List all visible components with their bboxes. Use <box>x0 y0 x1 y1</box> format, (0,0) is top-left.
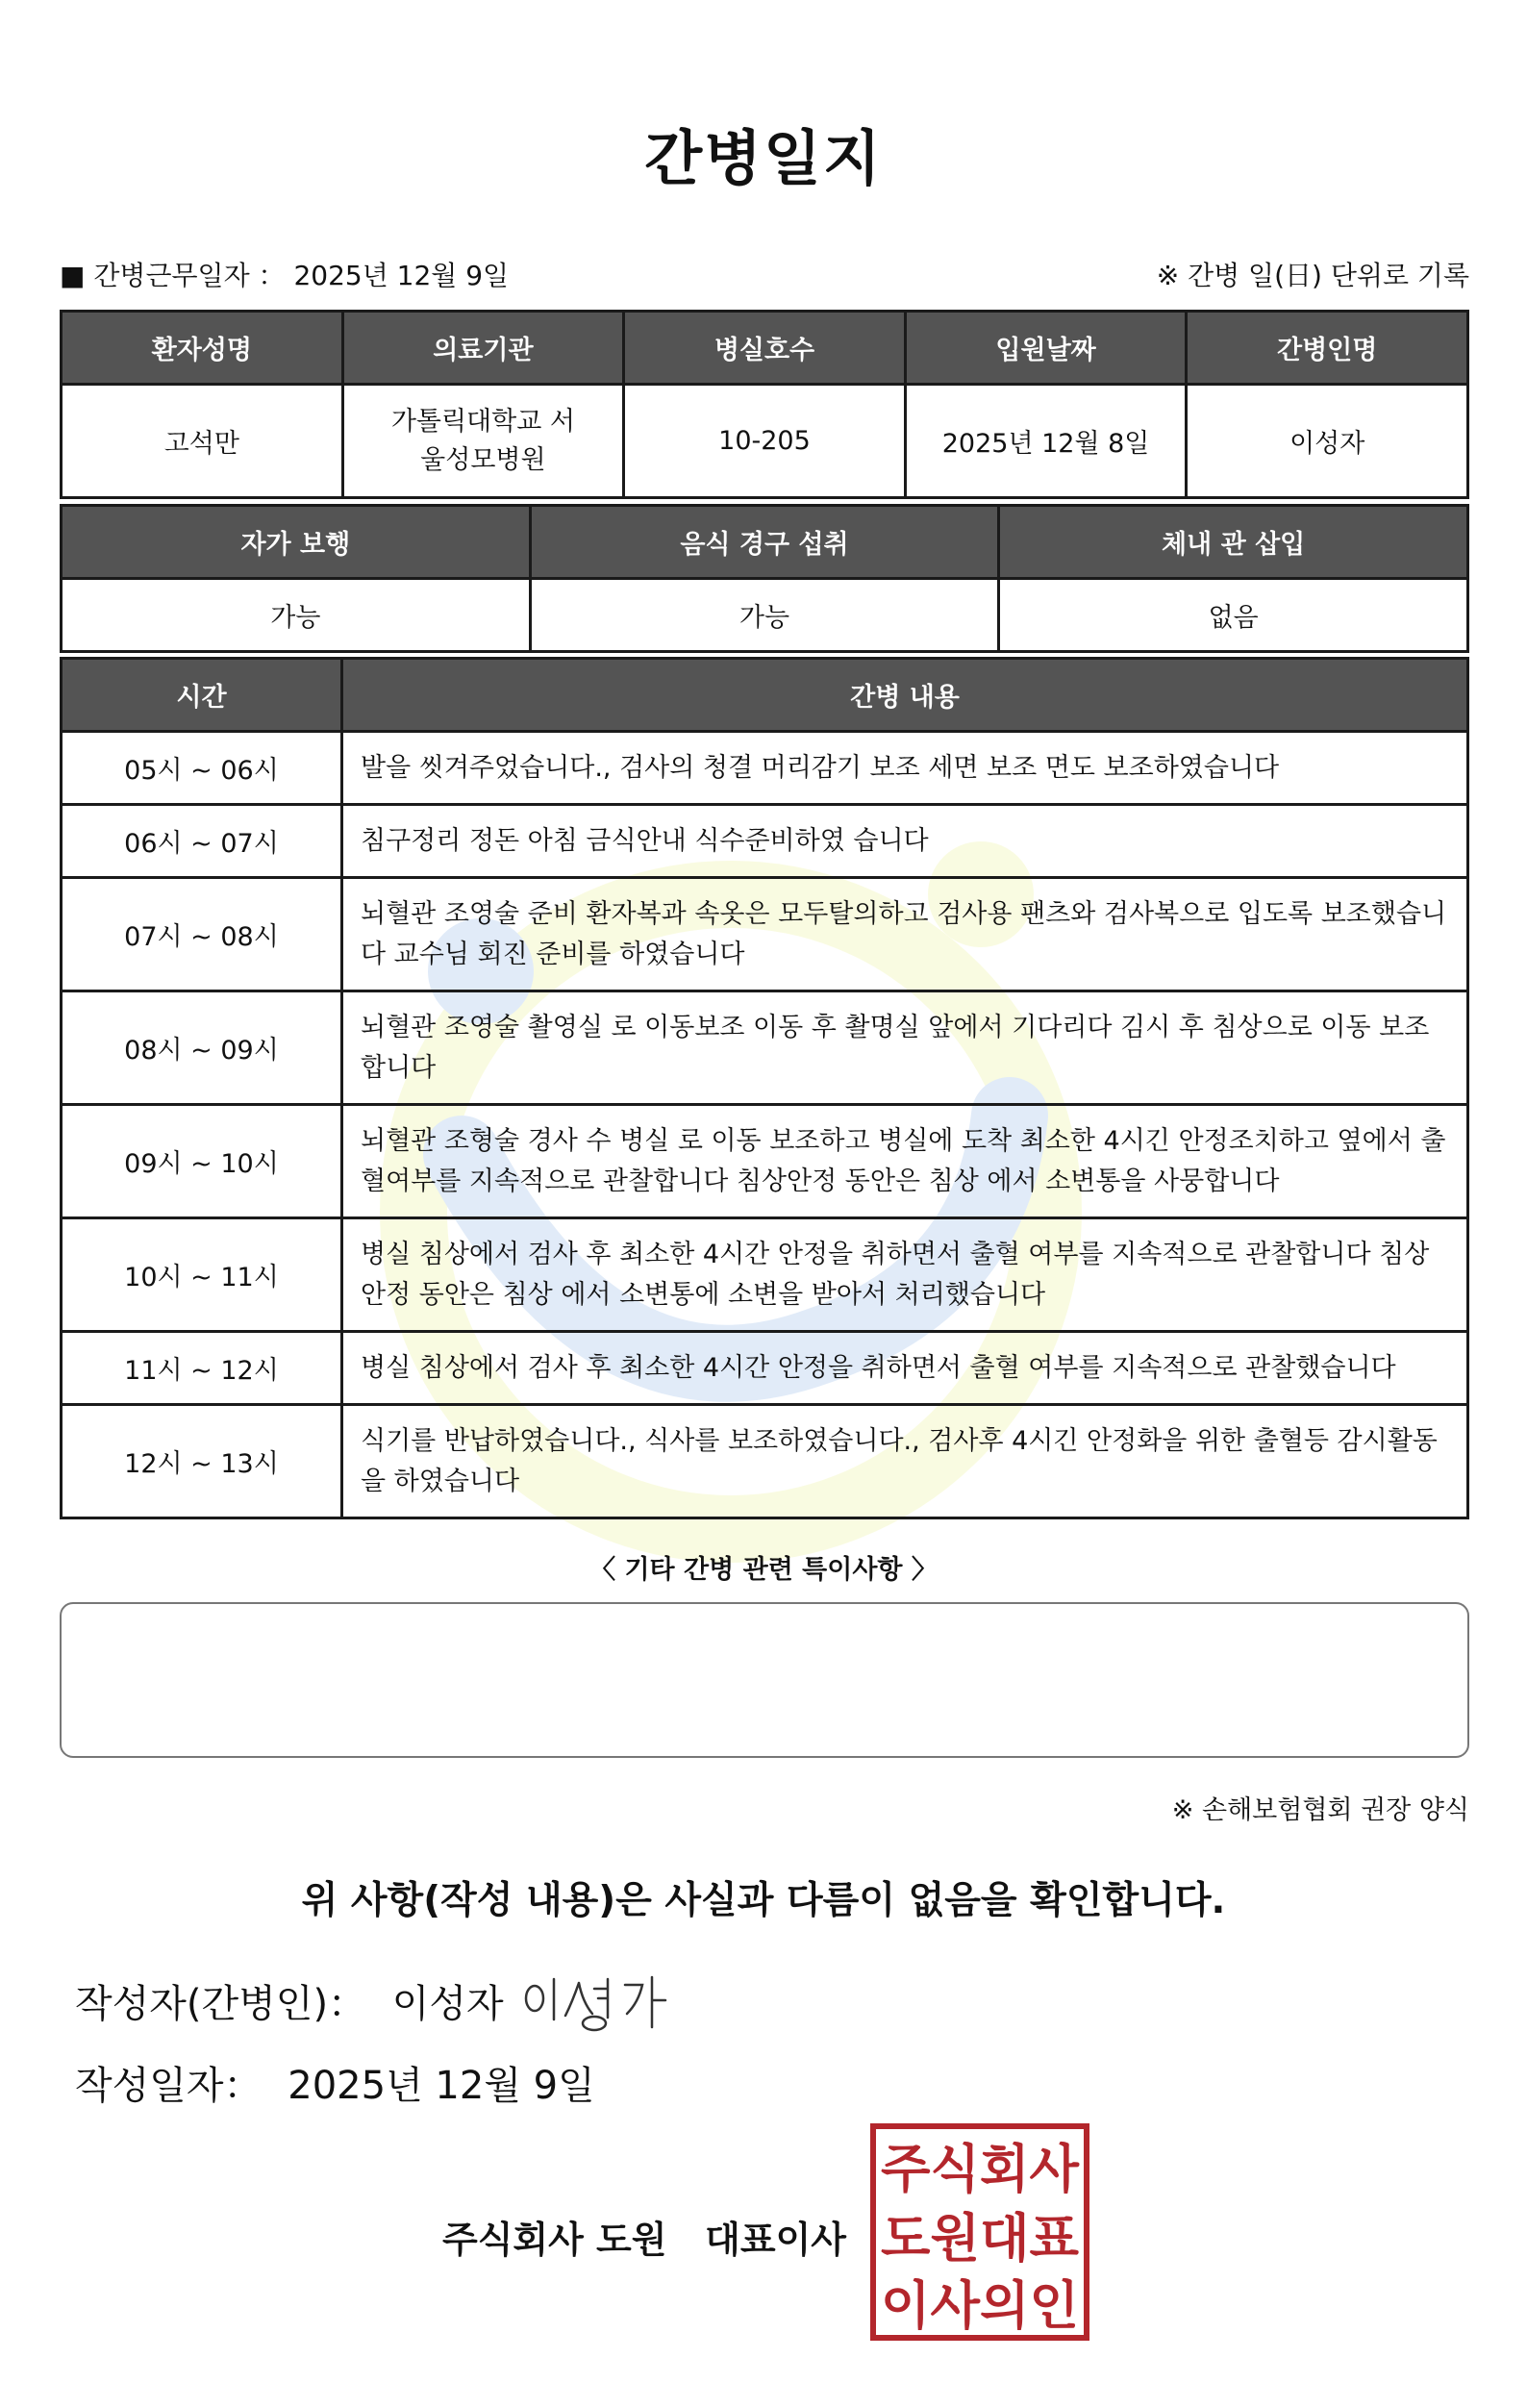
work-date-value: 2025년 12월 9일 <box>293 260 510 291</box>
oral-intake-value: 가능 <box>530 579 999 652</box>
tube-insertion-value: 없음 <box>999 579 1468 652</box>
header-time: 시간 <box>62 659 342 732</box>
log-content: 뇌혈관 조영술 촬영실 로 이동보조 이동 후 촬명실 앞에서 기다리다 김시 후 침상으로 이동 보조합니다 <box>342 991 1468 1105</box>
log-time: 11시 ~ 12시 <box>62 1332 342 1405</box>
header-hospital: 의료기관 <box>342 312 624 385</box>
svg-text:이사의인: 이사의인 <box>881 2275 1079 2336</box>
write-date-value: 2025년 12월 9일 <box>288 2064 595 2108</box>
self-walking-value: 가능 <box>62 579 531 652</box>
header-self-walking: 자가 보행 <box>62 506 531 579</box>
special-notes-title: 〈 기타 간병 관련 특이사항 〉 <box>589 1555 938 1585</box>
patient-info-table <box>60 310 1469 499</box>
header-room-number: 병실호수 <box>624 312 906 385</box>
table-row <box>62 1405 1468 1518</box>
write-date-label: 작성일자： <box>75 2064 263 2108</box>
log-time: 05시 ~ 06시 <box>62 732 342 805</box>
log-content: 병실 침상에서 검사 후 최소한 4시간 안정을 취하면서 출혈 여부를 지속적으로 관찰했습니다 <box>342 1332 1468 1405</box>
table-row <box>62 732 1468 805</box>
company-representative: 주식회사 도원 대표이사 <box>442 2219 846 2261</box>
header-admission-date: 입원날짜 <box>905 312 1187 385</box>
recommendation-note: ※ 손해보험협회 권장 양식 <box>1171 1795 1469 1825</box>
svg-text:주식회사: 주식회사 <box>881 2139 1080 2199</box>
table-row <box>62 1218 1468 1332</box>
record-unit-note: ※ 간병 일(日) 단위로 기록 <box>1156 260 1469 291</box>
log-time: 09시 ~ 10시 <box>62 1105 342 1218</box>
table-row <box>62 805 1468 878</box>
write-date-line <box>75 2055 595 2110</box>
header-caregiver-name: 간병인명 <box>1187 312 1468 385</box>
log-content: 병실 침상에서 검사 후 최소한 4시간 안정을 취하면서 출혈 여부를 지속적으로 관찰합니다 침상안정 동안은 침상 에서 소변통에 소변을 받아서 처리했습니다 <box>342 1218 1468 1332</box>
work-date-label: ■ 간병근무일자 ： <box>60 260 286 291</box>
hospital-name: 가톨릭대학교 서울성모병원 <box>342 385 624 498</box>
table-row <box>62 1332 1468 1405</box>
log-time: 06시 ~ 07시 <box>62 805 342 878</box>
room-number: 10-205 <box>624 385 906 498</box>
writer-name: 이성자 <box>391 1982 504 2026</box>
log-time: 07시 ~ 08시 <box>62 878 342 991</box>
document-title: 간병일지 <box>644 123 883 193</box>
confirmation-statement: 위 사항(작성 내용)은 사실과 다름이 없음을 확인합니다. <box>301 1879 1226 1922</box>
writer-label: 작성자(간병인)： <box>75 1982 367 2026</box>
admission-date: 2025년 12월 8일 <box>905 385 1187 498</box>
header-oral-intake: 음식 경구 섭취 <box>530 506 999 579</box>
svg-text:도원대표: 도원대표 <box>881 2208 1079 2269</box>
patient-name: 고석만 <box>62 385 343 498</box>
table-row <box>62 878 1468 991</box>
caregiver-name: 이성자 <box>1187 385 1468 498</box>
table-row <box>62 991 1468 1105</box>
table-row <box>62 1105 1468 1218</box>
log-time: 08시 ~ 09시 <box>62 991 342 1105</box>
header-tube-insertion: 체내 관 삽입 <box>999 506 1468 579</box>
log-content: 침구정리 정돈 아침 금식안내 식수준비하였 습니다 <box>342 805 1468 878</box>
header-care-content: 간병 내용 <box>342 659 1468 732</box>
log-content: 식기를 반납하였습니다., 식사를 보조하였습니다., 검사후 4시긴 안정화을 위한 출혈등 감시활동을 하였습니다 <box>342 1405 1468 1518</box>
writer-line <box>75 1973 504 2028</box>
patient-status-table <box>60 504 1469 653</box>
special-notes-box[interactable] <box>60 1602 1469 1758</box>
handwritten-signature <box>519 1969 683 2037</box>
work-date <box>60 255 509 293</box>
company-seal <box>870 2123 1089 2341</box>
log-time: 10시 ~ 11시 <box>62 1218 342 1332</box>
care-log-table <box>60 657 1469 1519</box>
log-content: 뇌혈관 조형술 경사 수 병실 로 이동 보조하고 병실에 도착 최소한 4시긴 안정조치하고 옆에서 출혈여부를 지속적으로 관찰합니다 침상안정 동안은 침상 에서 소변통을 사뭉합니다 <box>342 1105 1468 1218</box>
header-patient-name: 환자성명 <box>62 312 343 385</box>
log-time: 12시 ~ 13시 <box>62 1405 342 1518</box>
log-content: 발을 씻겨주었습니다., 검사의 청결 머리감기 보조 세면 보조 면도 보조하였습니다 <box>342 732 1468 805</box>
log-content: 뇌혈관 조영술 준비 환자복과 속옷은 모두탈의하고 검사용 팬츠와 검사복으로 입도록 보조했습니다 교수님 회진 준비를 하였습니다 <box>342 878 1468 991</box>
